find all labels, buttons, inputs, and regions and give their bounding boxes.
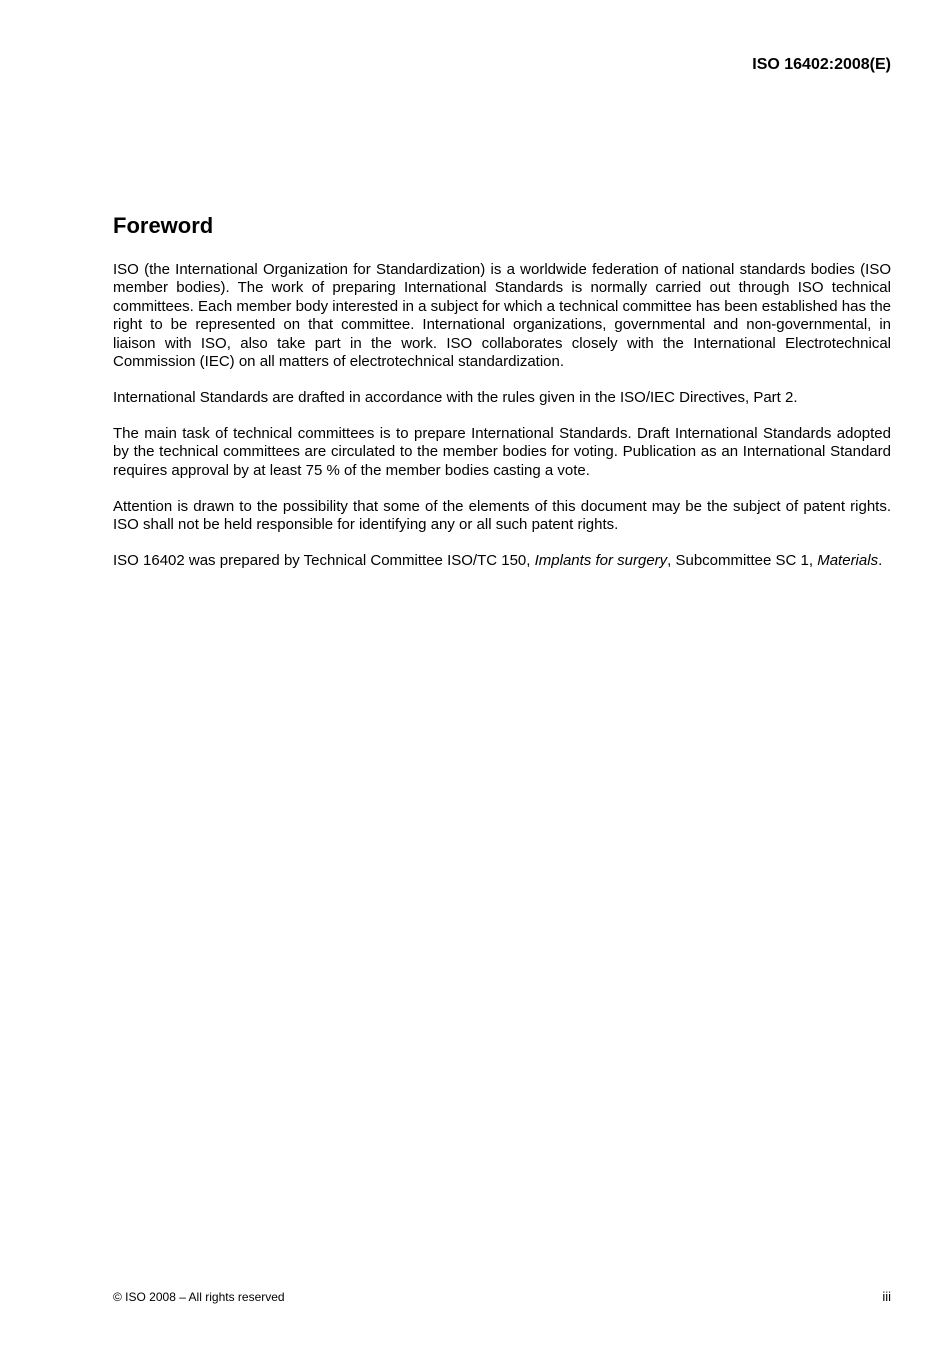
subcommittee-name: Materials xyxy=(817,552,879,570)
committee-name: Implants for surgery xyxy=(534,552,668,570)
page-title: Foreword xyxy=(113,213,214,238)
paragraph-patent-notice: Attention is drawn to the possibility that some of the elements of this document may be the subject of patent rights. ISO shall not be held responsible for identifying any or all such patent rights. xyxy=(113,497,891,534)
preparation-text-1: ISO 16402 was prepared by Technical Committee ISO/TC 150, xyxy=(113,552,535,570)
paragraph-drafting-rules: International Standards are drafted in accordance with the rules given in the ISO/IEC Directives, Part 2. xyxy=(113,389,798,407)
foreword-body xyxy=(113,261,891,571)
paragraph-committee-task: The main task of technical committees is to prepare International Standards. Draft International Standards adopted by the technical committees are circulated to the member bodies for voting. Publication as an International Standard requires approval by at least 75 % of the member bodies casting a vote. xyxy=(113,425,891,479)
preparation-text-3: . xyxy=(878,552,883,570)
paragraph-preparation xyxy=(113,552,891,570)
document-identifier: ISO 16402:2008(E) xyxy=(752,56,891,73)
paragraph-iso-overview: ISO (the International Organization for Standardization) is a worldwide federation of national standards bodies (ISO member bodies). The work of preparing International Standards is normally carried out through ISO technical committees. Each member body interested in a subject for which a technical committee has been established has the right to be represented on that committee. International organizations, governmental and non-governmental, in liaison with ISO, also take part in the work. ISO collaborates closely with the International Electrotechnical Commission (IEC) on all matters of electrotechnical standardization. xyxy=(113,261,891,371)
preparation-text-2: , Subcommittee SC 1, xyxy=(667,552,818,570)
copyright-notice: © ISO 2008 – All rights reserved xyxy=(113,1290,285,1304)
page-number: iii xyxy=(882,1289,891,1304)
